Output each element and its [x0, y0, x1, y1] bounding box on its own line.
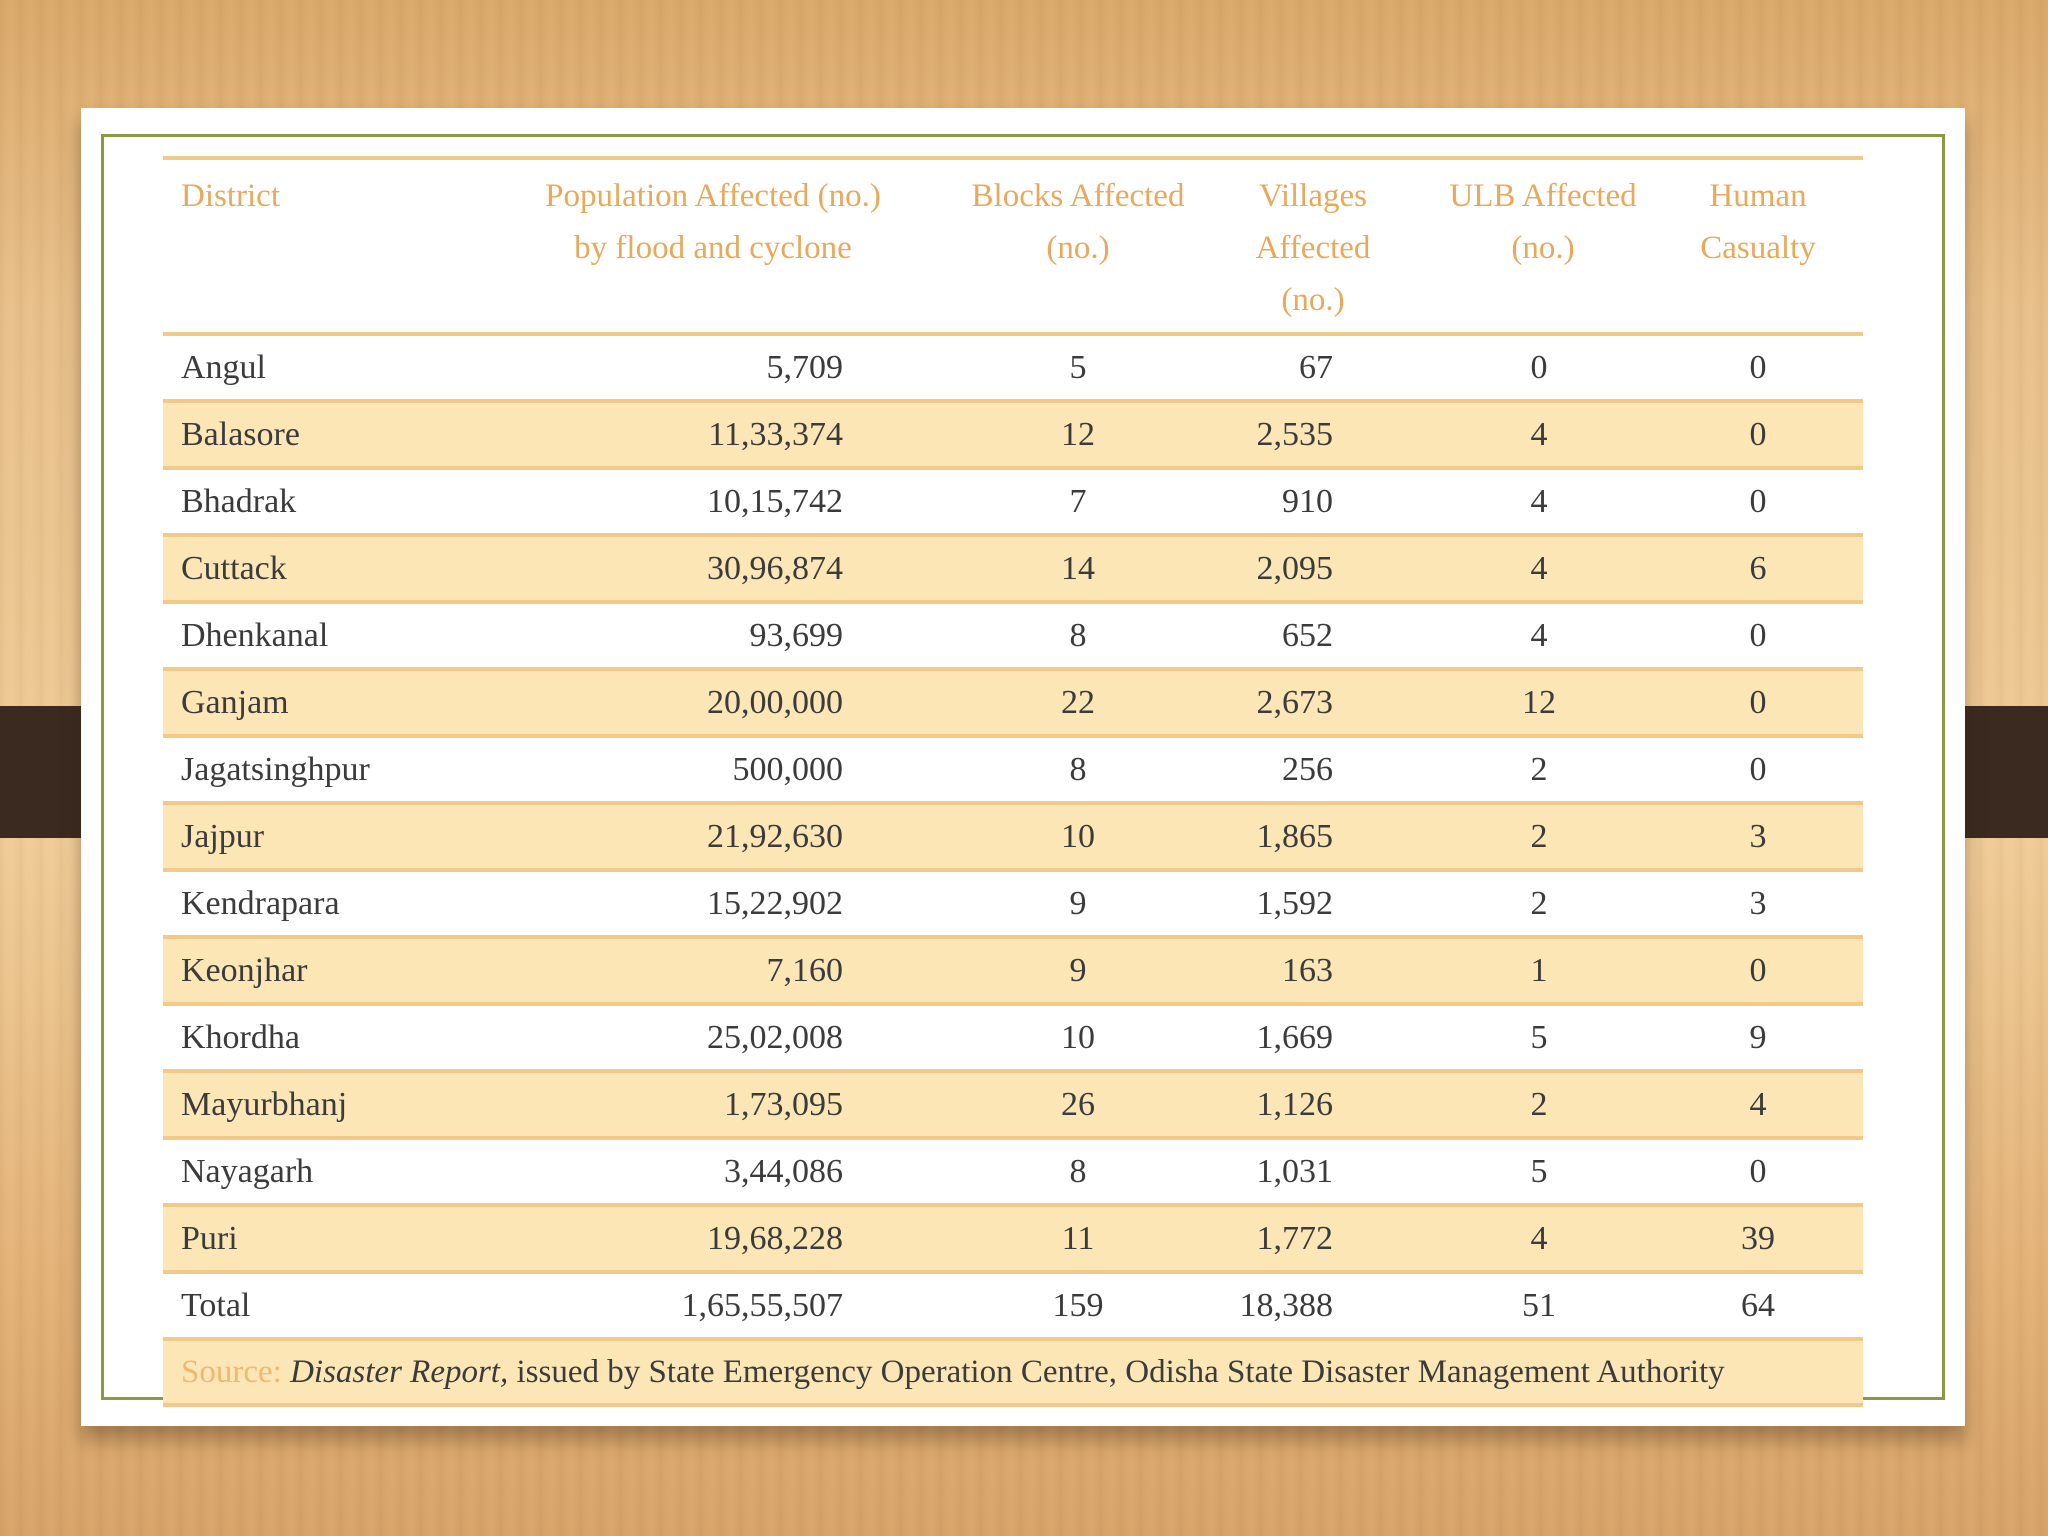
cell-casualty: 4	[1653, 1071, 1863, 1138]
cell-villages: 652	[1193, 602, 1433, 669]
cell-blocks: 159	[963, 1272, 1193, 1339]
cell-villages: 910	[1193, 468, 1433, 535]
cell-ulb: 4	[1433, 535, 1653, 602]
cell-district: Keonjhar	[163, 937, 463, 1004]
cell-ulb: 4	[1433, 468, 1653, 535]
cell-villages: 18,388	[1193, 1272, 1433, 1339]
table-row	[163, 468, 1863, 535]
cell-blocks: 9	[963, 937, 1193, 1004]
cell-population: 500,000	[463, 736, 963, 803]
cell-population: 21,92,630	[463, 803, 963, 870]
cell-ulb: 1	[1433, 937, 1653, 1004]
cell-casualty: 0	[1653, 401, 1863, 468]
cell-population: 30,96,874	[463, 535, 963, 602]
cell-population: 1,65,55,507	[463, 1272, 963, 1339]
cell-casualty: 0	[1653, 334, 1863, 401]
table-row	[163, 803, 1863, 870]
cell-blocks: 14	[963, 535, 1193, 602]
table-row	[163, 1071, 1863, 1138]
cell-villages: 256	[1193, 736, 1433, 803]
cell-ulb: 2	[1433, 736, 1653, 803]
cell-population: 1,73,095	[463, 1071, 963, 1138]
cell-villages: 1,865	[1193, 803, 1433, 870]
cell-casualty: 39	[1653, 1205, 1863, 1272]
cell-ulb: 4	[1433, 602, 1653, 669]
cell-casualty: 3	[1653, 803, 1863, 870]
cell-population: 15,22,902	[463, 870, 963, 937]
cell-villages: 1,031	[1193, 1138, 1433, 1205]
cell-blocks: 11	[963, 1205, 1193, 1272]
cell-blocks: 10	[963, 803, 1193, 870]
total-row	[163, 1272, 1863, 1339]
cell-district: Khordha	[163, 1004, 463, 1071]
cell-blocks: 7	[963, 468, 1193, 535]
cell-district: Bhadrak	[163, 468, 463, 535]
cell-ulb: 2	[1433, 1071, 1653, 1138]
cell-district: Jajpur	[163, 803, 463, 870]
cell-villages: 2,095	[1193, 535, 1433, 602]
cell-ulb: 0	[1433, 334, 1653, 401]
slide-card	[81, 108, 1965, 1426]
cell-ulb: 5	[1433, 1004, 1653, 1071]
cell-casualty: 0	[1653, 468, 1863, 535]
table-row	[163, 669, 1863, 736]
table-row	[163, 870, 1863, 937]
cell-blocks: 8	[963, 602, 1193, 669]
cell-casualty: 0	[1653, 937, 1863, 1004]
cell-population: 5,709	[463, 334, 963, 401]
cell-blocks: 22	[963, 669, 1193, 736]
cell-casualty: 0	[1653, 1138, 1863, 1205]
cell-district: Angul	[163, 334, 463, 401]
source-note	[163, 1339, 1863, 1405]
header-row	[163, 158, 1863, 334]
disaster-table	[163, 156, 1863, 1407]
source-label: Source:	[181, 1353, 282, 1390]
cell-casualty: 6	[1653, 535, 1863, 602]
header-population: Population Affected (no.) by flood and cyclone	[545, 178, 881, 266]
cell-villages: 2,535	[1193, 401, 1433, 468]
cell-casualty: 64	[1653, 1272, 1863, 1339]
cell-blocks: 26	[963, 1071, 1193, 1138]
cell-villages: 163	[1193, 937, 1433, 1004]
cell-population: 19,68,228	[463, 1205, 963, 1272]
cell-villages: 1,669	[1193, 1004, 1433, 1071]
cell-villages: 67	[1193, 334, 1433, 401]
cell-population: 20,00,000	[463, 669, 963, 736]
cell-casualty: 9	[1653, 1004, 1863, 1071]
cell-villages: 2,673	[1193, 669, 1433, 736]
cell-casualty: 0	[1653, 602, 1863, 669]
cell-district: Total	[163, 1272, 463, 1339]
source-text: issued by State Emergency Operation Centre, Odisha State Disaster Management Authority	[516, 1353, 1725, 1390]
table-row	[163, 736, 1863, 803]
cell-blocks: 8	[963, 736, 1193, 803]
cell-blocks: 10	[963, 1004, 1193, 1071]
cell-villages: 1,126	[1193, 1071, 1433, 1138]
cell-casualty: 0	[1653, 669, 1863, 736]
header-casualty: Human Casualty	[1700, 178, 1816, 266]
cell-ulb: 12	[1433, 669, 1653, 736]
table-row	[163, 1138, 1863, 1205]
cell-villages: 1,772	[1193, 1205, 1433, 1272]
table-row	[163, 535, 1863, 602]
cell-ulb: 4	[1433, 1205, 1653, 1272]
cell-casualty: 3	[1653, 870, 1863, 937]
table-row	[163, 602, 1863, 669]
cell-ulb: 2	[1433, 870, 1653, 937]
cell-blocks: 8	[963, 1138, 1193, 1205]
cell-district: Kendrapara	[163, 870, 463, 937]
table-row	[163, 334, 1863, 401]
cell-district: Ganjam	[163, 669, 463, 736]
cell-ulb: 2	[1433, 803, 1653, 870]
cell-population: 11,33,374	[463, 401, 963, 468]
cell-population: 93,699	[463, 602, 963, 669]
table-container	[163, 156, 1863, 1407]
header-district: District	[181, 178, 280, 214]
cell-district: Cuttack	[163, 535, 463, 602]
cell-ulb: 51	[1433, 1272, 1653, 1339]
header-villages: Villages Affected (no.)	[1255, 178, 1371, 318]
table-row	[163, 1004, 1863, 1071]
header-blocks: Blocks Affected (no.)	[971, 178, 1185, 266]
cell-ulb: 4	[1433, 401, 1653, 468]
table-row	[163, 1205, 1863, 1272]
cell-district: Jagatsinghpur	[163, 736, 463, 803]
table-row	[163, 937, 1863, 1004]
source-row	[163, 1339, 1863, 1405]
cell-population: 25,02,008	[463, 1004, 963, 1071]
cell-population: 3,44,086	[463, 1138, 963, 1205]
cell-ulb: 5	[1433, 1138, 1653, 1205]
cell-district: Dhenkanal	[163, 602, 463, 669]
cell-blocks: 9	[963, 870, 1193, 937]
cell-villages: 1,592	[1193, 870, 1433, 937]
cell-blocks: 5	[963, 334, 1193, 401]
cell-population: 7,160	[463, 937, 963, 1004]
cell-district: Balasore	[163, 401, 463, 468]
cell-district: Mayurbhanj	[163, 1071, 463, 1138]
cell-population: 10,15,742	[463, 468, 963, 535]
cell-district: Puri	[163, 1205, 463, 1272]
cell-casualty: 0	[1653, 736, 1863, 803]
table-row	[163, 401, 1863, 468]
source-title: Disaster Report,	[290, 1353, 509, 1390]
cell-blocks: 12	[963, 401, 1193, 468]
header-ulb: ULB Affected (no.)	[1449, 178, 1637, 266]
cell-district: Nayagarh	[163, 1138, 463, 1205]
